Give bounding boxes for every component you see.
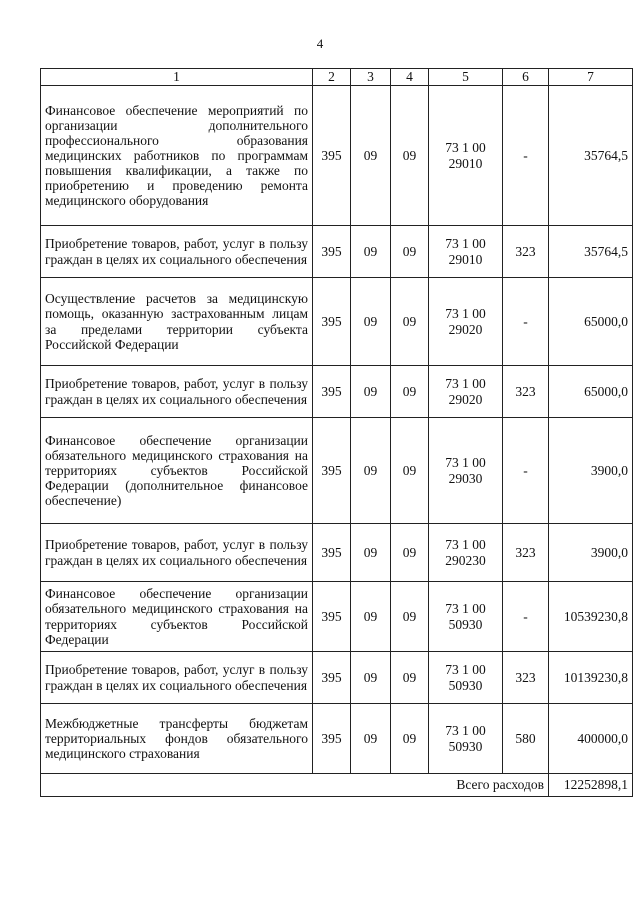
table-row: [41, 86, 633, 226]
row-col-6: 323: [503, 366, 549, 418]
row-col-3: 09: [351, 582, 391, 652]
row-name: Финансовое обеспечение организации обязательного медицинского страхования на территориях субъектов Российской Федерации: [41, 582, 313, 652]
row-col-6: -: [503, 86, 549, 226]
row-col-6: 580: [503, 704, 549, 774]
header-row: [41, 69, 633, 86]
row-col-7: 65000,0: [549, 366, 633, 418]
row-col-5: 73 1 00 50930: [429, 704, 503, 774]
row-col-2: 395: [313, 524, 351, 582]
row-col-2: 395: [313, 704, 351, 774]
row-col-6: -: [503, 582, 549, 652]
row-col-3: 09: [351, 366, 391, 418]
table-row: [41, 366, 633, 418]
header-col-2: 2: [313, 69, 351, 86]
row-col-5: 73 1 00 29010: [429, 86, 503, 226]
table-row: [41, 418, 633, 524]
header-col-5: 5: [429, 69, 503, 86]
row-name: Приобретение товаров, работ, услуг в пользу граждан в целях их социального обеспечения: [41, 524, 313, 582]
page-number: 4: [316, 36, 324, 51]
row-col-7: 65000,0: [549, 278, 633, 366]
row-col-5: 73 1 00 50930: [429, 652, 503, 704]
row-col-3: 09: [351, 652, 391, 704]
row-col-3: 09: [351, 86, 391, 226]
row-name: Осуществление расчетов за медицинскую помощь, оказанную застрахованным лицам за пределами территории субъекта Российской Федерации: [41, 278, 313, 366]
header-col-7: 7: [549, 69, 633, 86]
row-col-4: 09: [391, 524, 429, 582]
row-col-2: 395: [313, 418, 351, 524]
total-row: [41, 774, 633, 797]
row-col-7: 35764,5: [549, 226, 633, 278]
row-col-3: 09: [351, 704, 391, 774]
row-col-7: 35764,5: [549, 86, 633, 226]
row-col-5: 73 1 00 29030: [429, 418, 503, 524]
row-col-5: 73 1 00 29020: [429, 366, 503, 418]
row-name: Приобретение товаров, работ, услуг в пользу граждан в целях их социального обеспечения: [41, 652, 313, 704]
row-col-5: 73 1 00 29020: [429, 278, 503, 366]
row-col-6: 323: [503, 524, 549, 582]
table-row: [41, 704, 633, 774]
row-col-4: 09: [391, 652, 429, 704]
row-name: Приобретение товаров, работ, услуг в пользу граждан в целях их социального обеспечения: [41, 366, 313, 418]
header-col-6: 6: [503, 69, 549, 86]
row-col-7: 10139230,8: [549, 652, 633, 704]
row-col-4: 09: [391, 418, 429, 524]
row-col-3: 09: [351, 226, 391, 278]
table-row: [41, 582, 633, 652]
row-col-4: 09: [391, 366, 429, 418]
row-col-6: -: [503, 278, 549, 366]
row-name: Межбюджетные трансферты бюджетам территориальных фондов обязательного медицинского страхования: [41, 704, 313, 774]
row-col-6: -: [503, 418, 549, 524]
row-col-2: 395: [313, 278, 351, 366]
table-row: [41, 524, 633, 582]
row-col-6: 323: [503, 226, 549, 278]
table-row: [41, 278, 633, 366]
row-col-3: 09: [351, 418, 391, 524]
row-col-7: 400000,0: [549, 704, 633, 774]
row-col-2: 395: [313, 226, 351, 278]
header-col-1: 1: [41, 69, 313, 86]
row-col-4: 09: [391, 86, 429, 226]
row-col-2: 395: [313, 582, 351, 652]
row-col-4: 09: [391, 582, 429, 652]
row-col-7: 3900,0: [549, 418, 633, 524]
row-col-4: 09: [391, 226, 429, 278]
row-col-5: 73 1 00 290230: [429, 524, 503, 582]
header-col-3: 3: [351, 69, 391, 86]
row-name: Финансовое обеспечение организации обязательного медицинского страхования на территориях субъектов Российской Федерации (дополнительное финансовое обеспечение): [41, 418, 313, 524]
table-row: [41, 226, 633, 278]
row-col-2: 395: [313, 366, 351, 418]
row-col-6: 323: [503, 652, 549, 704]
row-col-3: 09: [351, 278, 391, 366]
row-col-7: 3900,0: [549, 524, 633, 582]
row-col-4: 09: [391, 278, 429, 366]
row-col-5: 73 1 00 29010: [429, 226, 503, 278]
row-col-2: 395: [313, 86, 351, 226]
row-col-5: 73 1 00 50930: [429, 582, 503, 652]
row-col-2: 395: [313, 652, 351, 704]
row-col-4: 09: [391, 704, 429, 774]
row-name: Приобретение товаров, работ, услуг в пользу граждан в целях их социального обеспечения: [41, 226, 313, 278]
total-value: 12252898,1: [549, 774, 633, 797]
row-col-3: 09: [351, 524, 391, 582]
row-name: Финансовое обеспечение мероприятий по организации дополнительного профессионального образования медицинских работников по программам повышения квалификации, а также по приобретению и проведению ремонта медицинского оборудования: [41, 86, 313, 226]
total-label: Всего расходов: [41, 774, 549, 797]
budget-table: [40, 68, 633, 797]
header-col-4: 4: [391, 69, 429, 86]
table-row: [41, 652, 633, 704]
row-col-7: 10539230,8: [549, 582, 633, 652]
